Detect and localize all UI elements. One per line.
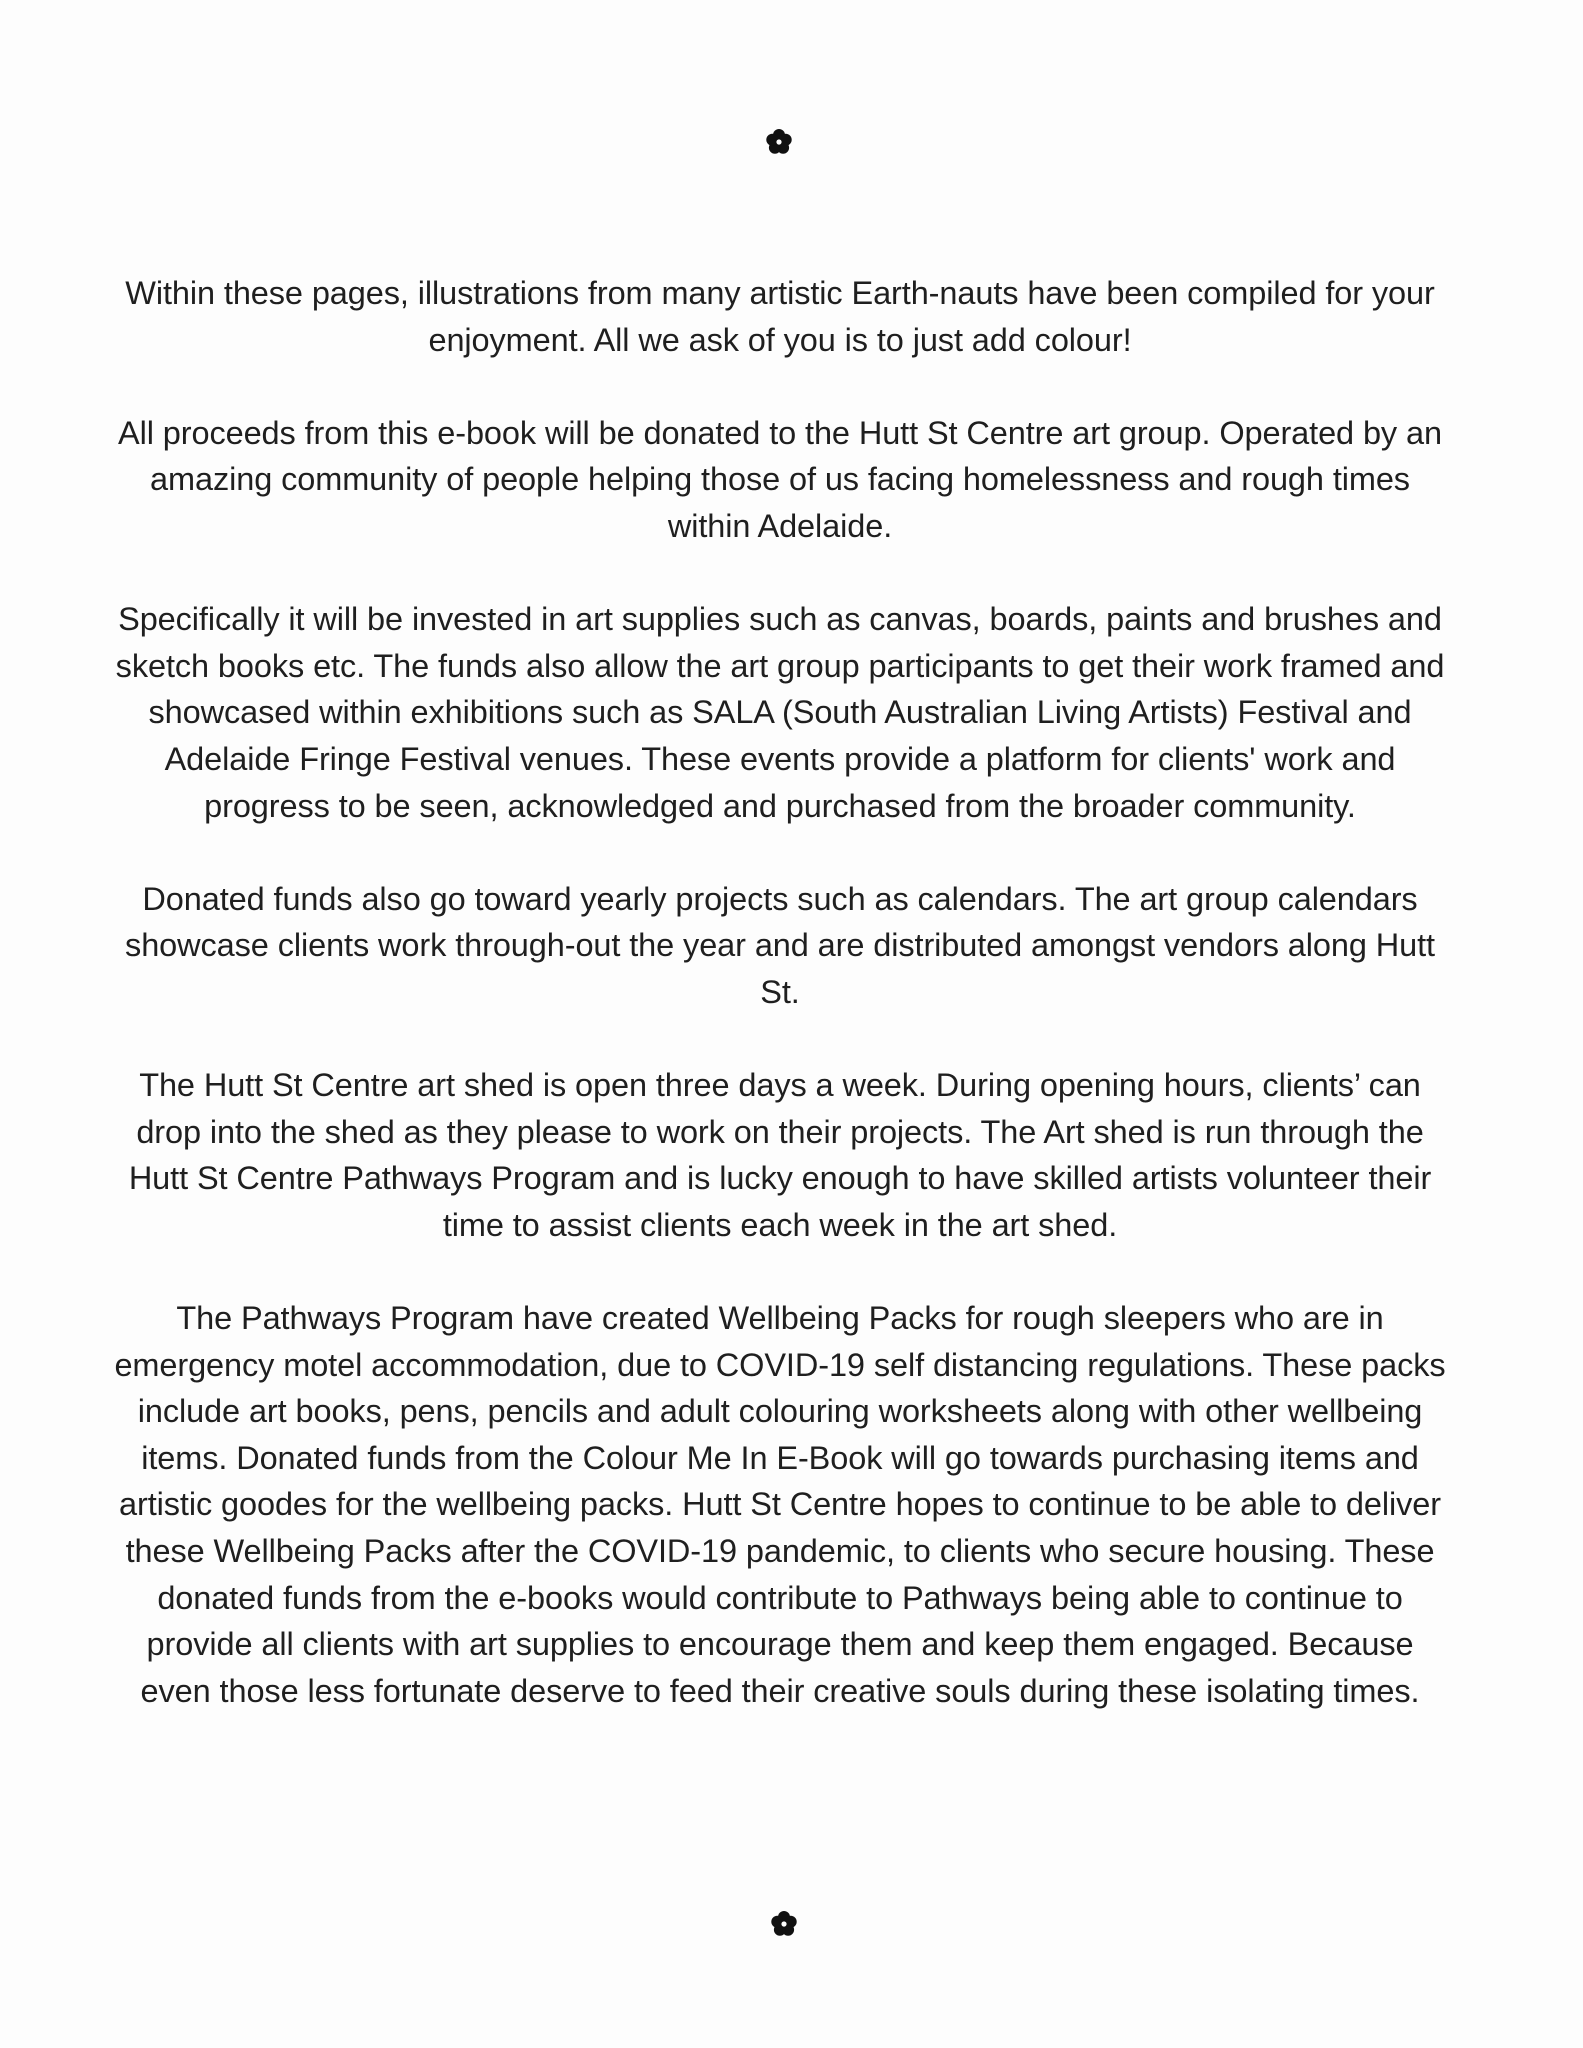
paragraph-art-supplies: Specifically it will be invested in art supplies such as canvas, boards, paints and brushes and sketch books etc. The funds also allow the art group participants to get their work framed and showcased within exhibitions such as SALA (South Australian Living Artists) Festival and Adelaide Fringe Festival venues. These events provide a platform for clients' work and progress to be seen, acknowledged and purchased from the broader community. (115, 601, 1445, 824)
paragraph-proceeds: All proceeds from this e-book will be donated to the Hutt St Centre art group. Operated by an amazing community of people helping those of us facing homelessness and rough times within Adelaide. (118, 414, 1442, 544)
flower-icon (770, 1910, 798, 1938)
body-text (110, 270, 1450, 1714)
paragraph-intro: Within these pages, illustrations from many artistic Earth-nauts have been compiled for your enjoyment. All we ask of you is to just add colour! (125, 275, 1435, 358)
paragraph-art-shed: The Hutt St Centre art shed is open three days a week. During opening hours, clients’ can drop into the shed as they please to work on their projects. The Art shed is run through the Hutt St Centre Pathways Program and is lucky enough to have skilled artists volunteer their time to assist clients each week in the art shed. (128, 1067, 1432, 1243)
flower-icon (765, 128, 793, 156)
paragraph-calendars: Donated funds also go toward yearly projects such as calendars. The art group calendars showcase clients work through-out the year and are distributed amongst vendors along Hutt St. (125, 880, 1435, 1010)
paragraph-wellbeing-packs: The Pathways Program have created Wellbeing Packs for rough sleepers who are in emergency motel accommodation, due to COVID-19 self distancing regulations. These packs include art books, pens, pencils and adult colouring worksheets along with other wellbeing items. Donated funds from the Colour Me In E-Book will go towards purchasing items and artistic goodes for the wellbeing packs. Hutt St Centre hopes to continue to be able to deliver these Wellbeing Packs after the COVID-19 pandemic, to clients who secure housing. These donated funds from the e-books would contribute to Pathways being able to continue to provide all clients with art supplies to encourage them and keep them engaged. Because even those less fortunate deserve to feed their creative souls during these isolating times. (114, 1300, 1446, 1709)
